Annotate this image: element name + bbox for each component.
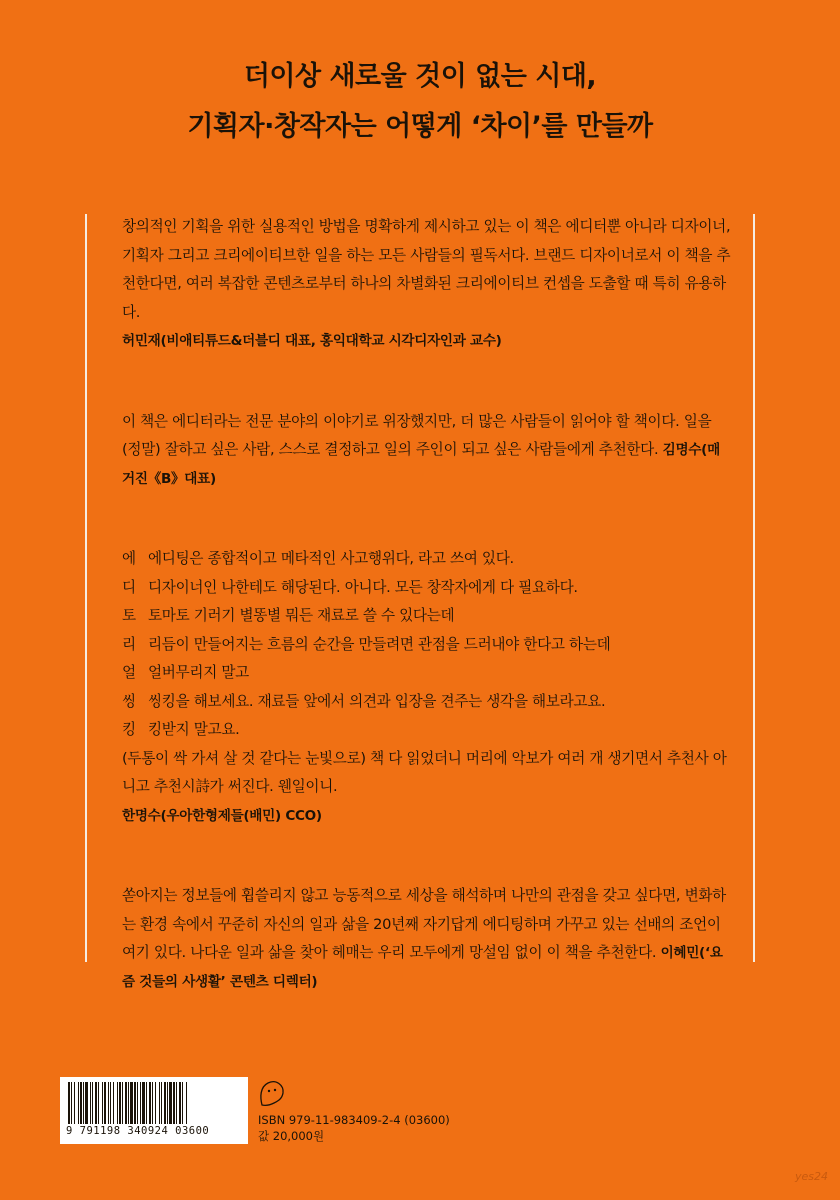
publisher-logo-icon [258, 1079, 286, 1113]
poem-text: 킹받지 말고요. [148, 721, 240, 738]
review-3 [122, 545, 732, 830]
acrostic-poem [122, 545, 732, 745]
barcode-bar [179, 1082, 181, 1124]
review-credit: 허민재(비애티튜드&더블디 대표, 홍익대학교 시각디자인과 교수) [122, 333, 502, 349]
barcode-bar [92, 1082, 93, 1124]
poem-initial: 디 [122, 578, 136, 596]
barcode-bar [98, 1082, 99, 1124]
barcode [60, 1077, 248, 1144]
barcode-bar [134, 1082, 136, 1124]
poem-line [122, 688, 732, 717]
headline-line-2: 기획자·창작자는 어떻게 ‘차이’를 만들까 [187, 111, 653, 142]
barcode-bar [110, 1082, 111, 1124]
barcode-bar [155, 1082, 156, 1124]
barcode-bar [80, 1082, 82, 1124]
review-text-body: 쏟아지는 정보들에 휩쓸리지 않고 능동적으로 세상을 해석하며 나만의 관점을 갖고 싶다면, 변화하는 환경 속에서 꾸준히 자신의 일과 삶을 20년째 자기답게 에디팅하며 가꾸고 있는 선배의 조언이 여기 있다. 나다운 일과 삶을 찾아 헤매는 우리 모두에게 망설임 없이 이 책을 추천한다. [122, 887, 726, 961]
barcode-bar [85, 1082, 88, 1124]
review-4 [122, 882, 732, 996]
barcode-bar [186, 1082, 187, 1124]
poem-line [122, 602, 732, 631]
barcode-bar [83, 1082, 84, 1124]
review-text-body: 이 책은 에디터라는 전문 분야의 이야기로 위장했지만, 더 많은 사람들이 읽어야 할 책이다. 일을 (정말) 잘하고 싶은 사람, 스스로 결정하고 일의 주인이 되고 싶은 사람들에게 추천한다. [122, 412, 712, 458]
review-credit: 김명수(매거진《B》대표) [122, 442, 720, 487]
poem-text: 디자이너인 나한테도 해당된다. 아니다. 모든 창작자에게 다 필요하다. [148, 578, 578, 596]
barcode-bar [159, 1082, 160, 1124]
poem-line [122, 574, 732, 603]
left-rule [85, 214, 87, 962]
poem-text: 토마토 기러기 별똥별 뭐든 재료로 쓸 수 있다는데 [148, 607, 455, 624]
right-rule [753, 214, 755, 962]
barcode-bar [78, 1082, 79, 1124]
poem-text: 리듬이 만들어지는 흐름의 순간을 만들려면 관점을 드러내야 한다고 하는데 [148, 635, 611, 653]
barcode-bar [71, 1082, 72, 1124]
review-credit: 한명수(우아한형제들(배민) CCO) [122, 807, 322, 824]
barcode-bar [128, 1082, 129, 1124]
barcode-digits: 9 791198 340924 03600 [66, 1125, 210, 1137]
barcode-bar [169, 1082, 172, 1124]
barcode-bar [142, 1082, 145, 1124]
poem-initial: 리 [122, 635, 136, 653]
poem-line [122, 659, 732, 688]
barcode-bar [113, 1082, 114, 1124]
barcode-bar [182, 1082, 183, 1124]
poem-line [122, 631, 732, 660]
review-2 [122, 408, 732, 494]
review-credit: 이혜민(‘요즘 것들의 사생활’ 콘텐츠 디렉터) [122, 945, 723, 990]
barcode-bar [149, 1082, 151, 1124]
headline-line-1: 더이상 새로울 것이 없는 시대, [243, 61, 597, 92]
barcode-bar [140, 1082, 141, 1124]
poem-text: 얼버무리지 말고 [148, 664, 249, 681]
review-text: (두통이 싹 가셔 살 것 같다는 눈빛으로) 책 다 읽었더니 머리에 악보가 여러 개 생기면서 추천사 아니고 추천시詩가 써진다. 웬일이니. [122, 749, 727, 795]
barcode-bar [95, 1082, 97, 1124]
review-text [122, 882, 732, 996]
barcode-bar [167, 1082, 168, 1124]
review-text: 창의적인 기획을 위한 실용적인 방법을 명확하게 제시하고 있는 이 책은 에디터뿐 아니라 디자이너, 기획자 그리고 크리에이티브한 일을 하는 모든 사람들의 필독서다. 브랜드 디자이너로서 이 책을 추천한다면, 여러 복잡한 콘텐츠로부터 하나의 차별화된 크리에이티브 컨셉을 도출할 때 특히 유용하다. [122, 218, 731, 321]
reviews [122, 213, 732, 1048]
barcode-bar [68, 1082, 70, 1124]
barcode-bar [130, 1082, 133, 1124]
poem-text: 에디팅은 종합적이고 메타적인 사고행위다, 라고 쓰여 있다. [148, 550, 514, 567]
barcode-bar [137, 1082, 138, 1124]
poem-text: 씽킹을 해보세요. 재료들 앞에서 의견과 입장을 견주는 생각을 해보라고요. [148, 692, 606, 710]
isbn-block [258, 1112, 450, 1144]
poem-initial: 토 [122, 607, 136, 624]
barcode-bar [161, 1082, 162, 1124]
barcode-bar [152, 1082, 153, 1124]
poem-line [122, 545, 732, 574]
barcode-bar [173, 1082, 175, 1124]
poem-initial: 씽 [122, 692, 136, 710]
headline [0, 52, 840, 152]
barcode-bar [104, 1082, 106, 1124]
barcode-bar [176, 1082, 177, 1124]
barcode-bars [68, 1082, 240, 1124]
barcode-bar [119, 1082, 121, 1124]
poem-initial: 킹 [122, 721, 136, 738]
barcode-bar [146, 1082, 147, 1124]
poem-initial: 얼 [122, 664, 136, 681]
price: 값 20,000원 [258, 1129, 325, 1143]
barcode-bar [164, 1082, 166, 1124]
barcode-bar [108, 1082, 109, 1124]
barcode-bar [74, 1082, 75, 1124]
isbn-number: ISBN 979-11-983409-2-4 (03600) [258, 1113, 450, 1127]
poem-line [122, 716, 732, 745]
watermark: yes24 [795, 1170, 829, 1183]
barcode-bar [125, 1082, 127, 1124]
barcode-bar [117, 1082, 118, 1124]
barcode-bar [90, 1082, 91, 1124]
barcode-bar [122, 1082, 123, 1124]
review-1 [122, 213, 732, 356]
review-text [122, 408, 732, 494]
poem-initial: 에 [122, 550, 136, 567]
barcode-bar [102, 1082, 103, 1124]
